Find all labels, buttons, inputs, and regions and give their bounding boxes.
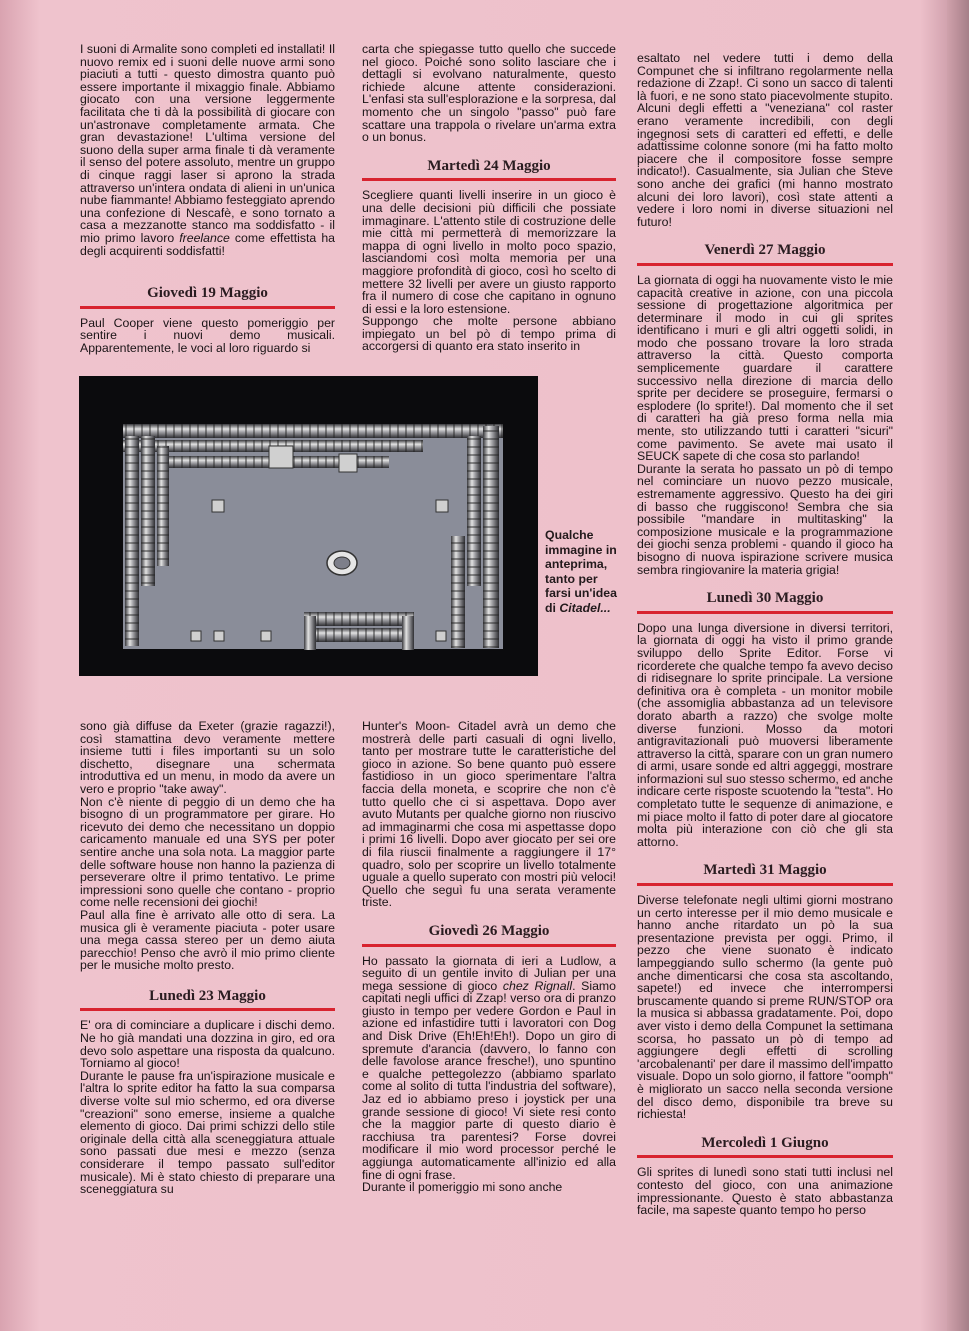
column-2-top bbox=[362, 43, 616, 353]
column-3 bbox=[637, 52, 893, 1217]
page-edge bbox=[947, 0, 969, 1331]
paragraph: Gli sprites di lunedì sono stati tutti inclusi nel contesto del gioco, con una animazione impressionante. Questo è stato abbastanza facile, ma sapeste quanto tempo ho perso bbox=[637, 1165, 893, 1218]
paragraph: E' ora di cominciare a duplicare i dischi demo. Ne ho già mandati una dozzina in giro, ed ora devo solo aspettare una risposta da qualcuno. Torniamo al gioco! bbox=[80, 1018, 335, 1071]
paragraph: Durante le pause fra un'ispirazione musicale e l'altra lo sprite editor ha fatto la sua comparsa diverse volte sul mio schermo, ed ora diverse "creazioni" sono emerse, insieme a qualche elemento di gioco. Dai primi schizzi dello stile originale della città alla sceneggiatura attuale sono passati due mesi e mezzo (senza considerare il tempo passato sull'editor musicale). Mi è stato chiesto di preparare una sceneggiatura su bbox=[80, 1068, 335, 1197]
paragraph: Durante la serata ho passato un pò di tempo nel cominciare un nuovo pezzo musicale, estremamente aggressivo. Questo ha dei giri di basso che ruggiscono! Sembra che sia possibile "mandare in multitasking" la composizione musicale e la programmazione dei giochi senza problemi - quando il gioco ha bisogno di nuova ispirazione scrivere musica sembra ringiovanire la materia grigia! bbox=[637, 461, 893, 577]
paragraph: Dopo una lunga diversione in diversi territori, la giornata di oggi ha visto il primo grande sviluppo dello Sprite Editor. Forse vi ricorderete che qualche tempo fa avevo deciso di ridisegnare lo sprite principale. La versione definitiva ora è completa - un monitor mobile (che assomiglia abbastanza ad un televisore dorato abarth a razzo) che svolge molte diverse funzioni. Mosso da motori antigravitazionali può muoversi liberamente attraverso la città, sparare con un gran numero di armi, usare sonde ed altri aggeggi, mostrare informazioni sul suo stesso schermo, ed anche indicare certe risposte scuotendo la "testa". Ho completato tutte le sequenze di animazione, e mi piace molto il fatto di poter dare al giocatore molta più interazione con ciò che gli sta attorno. bbox=[637, 620, 893, 849]
section-heading: Mercoledì 1 Giugno bbox=[637, 1137, 893, 1159]
paragraph: Hunter's Moon- Citadel avrà un demo che mostrerà delle parti casuali di ogni livello, tanto per mostrare tutte le caratteristiche del gioco in azione. So bene quanto può essere fastidioso in un gioco sperimentare l'altra faccia della moneta, e scoprire che non c'è tutto quello che ci si aspettava. Dopo aver avuto Mutants per qualche giorno non riuscivo ad immaginarmi che cosa mi aspettasse dopo i primi 16 livelli. Dopo aver giocato per sei ore di fila riuscii finalmente a raggiungere il 17° quadro, solo per scoprire un livello totalmente uguale a quello superato con mostri più veloci! Quello che seguì fu una serata veramente triste. bbox=[362, 719, 616, 910]
column-1-bottom bbox=[80, 720, 335, 1196]
paragraph: Non c'è niente di peggio di un demo che ha bisogno di un programmatore per girare. Ho ricevuto dei demo che necessitano un doppio caricamento manuale ed una SYS per poter sentire anche una sola nota. La maggior parte delle software house non hanno la pazienza di perseverare oltre il primo tentativo. Le prime impressioni sono quelle che contano - proprio come nelle recensioni dei giochi! bbox=[80, 794, 335, 910]
column-1-top bbox=[80, 43, 335, 257]
image-caption: Qualche immagine in anteprima, tanto per farsi un'idea di Citadel... bbox=[545, 528, 617, 615]
section-heading: Martedì 31 Maggio bbox=[637, 864, 893, 886]
section-heading: Lunedì 23 Maggio bbox=[80, 990, 335, 1012]
paragraph: Ho passato la giornata di ieri a Ludlow, a seguito di un gentile invito di Julian per una mega sessione di gioco chez Rignall. Siamo capitati negli uffici di Zzap! verso ora di pranzo giusto in tempo per vedere Gordon e Paul in azione ed infastidire tutti i lavoratori con Dog and Disk Drive (Eh!Eh!Eh!). Dopo un giro di spremute d'arancia (davvero, lo fanno con delle favolose arance fresche!), uno spuntino e qualche pettegolezzo (abbiamo sparlato come al solito di tutta l'industria del software), Jaz ed io abbiamo preso i joystick per una grande sessione di gioco! Vi siete resi conto che la maggior parte di questo diario è racchiusa tra parentesi? Forse dovrei modificare il mio word processor perché le aggiunga automaticamente all'inizio ed alla fine di ogni frase. bbox=[362, 953, 616, 1182]
paragraph: esaltato nel vedere tutti i demo della Compunet che si infiltrano regolarmente nella redazione di Zzap!. Ci sono un sacco di talenti là fuori, e ne sono stato piacevolmente stupito. Alcuni degli effetti a "veneziana" col raster erano veramente incredibili, con degli ingegnosi sets di caratteri ed effetti, e delle adattissime colonne sonore (mi ha fatto molto piacere che il compositore fosse sempre indicato!). Casualmente, sia Julian che Steve sono anche dei grafici (mi hanno mostrato alcuni dei loro lavori), così state attenti a vedere i loro nomi in diverse situazioni nel futuro! bbox=[637, 51, 893, 229]
column-2-bottom bbox=[362, 720, 616, 1194]
paragraph: Paul Cooper viene questo pomeriggio per sentire i nuovi demo musicali. Apparentemente, le voci al loro riguardo si bbox=[80, 315, 335, 355]
section-heading: Lunedì 30 Maggio bbox=[637, 592, 893, 614]
game-screenshot bbox=[79, 376, 538, 676]
paragraph: Diverse telefonate negli ultimi giorni mostrano un certo interesse per il mio demo musicale e hanno anche ritardato un pò la sua presentazione prevista per oggi. Primo, il pezzo che viene suonato è indicato lampeggiando sullo schermo (la gente può anche dimenticarsi che cosa sta ascoltando, sapete!) ed invece che interrompersi bruscamente quando si preme RUN/STOP ora la musica si abbassa gradatamente. Poi, dopo aver visto i demo della Compunet la settimana scorsa, ho passato un pò di tempo ad aggiungere degli effetti di scrolling 'arcobalenanti' per dare il massimo dell'impatto visuale. Dopo un solo giorno, il fattore "oomph" è migliorato un sacco nella seconda versione del disco demo, disponibile tra breve su richiesta! bbox=[637, 893, 893, 1122]
section-heading: Giovedì 19 Maggio bbox=[80, 287, 335, 309]
paragraph: carta che spiegasse tutto quello che succede nel gioco. Poiché sono solito lasciare che i dettagli si evolvano naturalmente, questo richiede alcune attente considerazioni. L'enfasi sta sull'esplorazione e la sorpresa, dal momento che un singolo "passo" può fare scattare una trappola o rivelare un'arma extra o un bonus. bbox=[362, 42, 616, 145]
paragraph: La giornata di oggi ha nuovamente visto le mie capacità creative in azione, con una piccola sessione di progettazione algoritmica per determinare il modo in cui gli sprites identificano i muri e gli altri oggetti solidi, in modo che possano trovare la loro strada attraverso la città. Questo comporta semplicemente guardare il carattere successivo nella direzione di marcia dello sprite per decidere se proseguire, fermarsi o esplodere (lo sprite!). Dal momento che il set di caratteri ha già preso forma nella mia mente, sto utilizzando tutti i caratteri "sicuri" come pavimento. Se avete mai usato il SEUCK sapete di che cosa sto parlando! bbox=[637, 272, 893, 464]
paragraph: sono già diffuse da Exeter (grazie ragazzi!), così stamattina devo veramente mettere insieme tutti i files importanti su un solo dischetto, disegnare una schermata introduttiva ed un menu, in modo da avere un vero e proprio "take away". bbox=[80, 719, 335, 796]
section-heading: Giovedì 26 Maggio bbox=[362, 925, 616, 947]
paragraph: I suoni di Armalite sono completi ed installati! Il nuovo remix ed i suoni delle nuove armi sono piaciuti a tutti - questo dimostra quanto può essere importante il mixaggio finale. Abbiamo giocato con una versione leggermente facilitata che ti dà la possibilità di giocare con un'astronave completamente armata. Che gran devastazione! L'ultima versione del suono della super arma finale ti dà veramente il senso del potere assoluto, mentre un gruppo di cinque raggi laser si aprono la strada attraverso un'intera ondata di alieni in un'unica nube fiammante! Abbiamo festeggiato aprendo una confezione di Nescafè, e sono tornato a casa a mezzanotte stanco ma soddisfatto - il mio primo lavoro freelance come effettista ha degli acquirenti soddisfatti! bbox=[80, 42, 335, 258]
player-sprite bbox=[327, 551, 357, 575]
section-heading: Venerdì 27 Maggio bbox=[637, 244, 893, 266]
paragraph: Paul alla fine è arrivato alle otto di sera. La musica gli è veramente piaciuta - poter usare una mega cassa stereo per un demo aiuta parecchio! Penso che avrò il mio primo cliente per le musiche molto presto. bbox=[80, 907, 335, 973]
paragraph: Suppongo che molte persone abbiano impiegato un bel pò di tempo prima di accorgersi di quanto era stato inserito in bbox=[362, 314, 616, 354]
paragraph: Durante il pomeriggio mi sono anche bbox=[362, 1180, 563, 1195]
paragraph: Scegliere quanti livelli inserire in un gioco è una delle decisioni più difficili che possiate immaginare. L'attento stile di costruzione delle mie città mi permetterà di memorizzare la mappa di ogni livello in molto poco spazio, lasciandomi così molta memoria per una maggiore profondità di gioco, così ho scelto di mettere 32 livelli per avere un giusto rapporto fra il numero di cose che capitano in ognuno di essi e la loro estensione. bbox=[362, 188, 616, 316]
column-1-section-1 bbox=[80, 287, 335, 354]
citadel-preview-image bbox=[79, 376, 538, 676]
section-heading: Martedì 24 Maggio bbox=[362, 160, 616, 182]
